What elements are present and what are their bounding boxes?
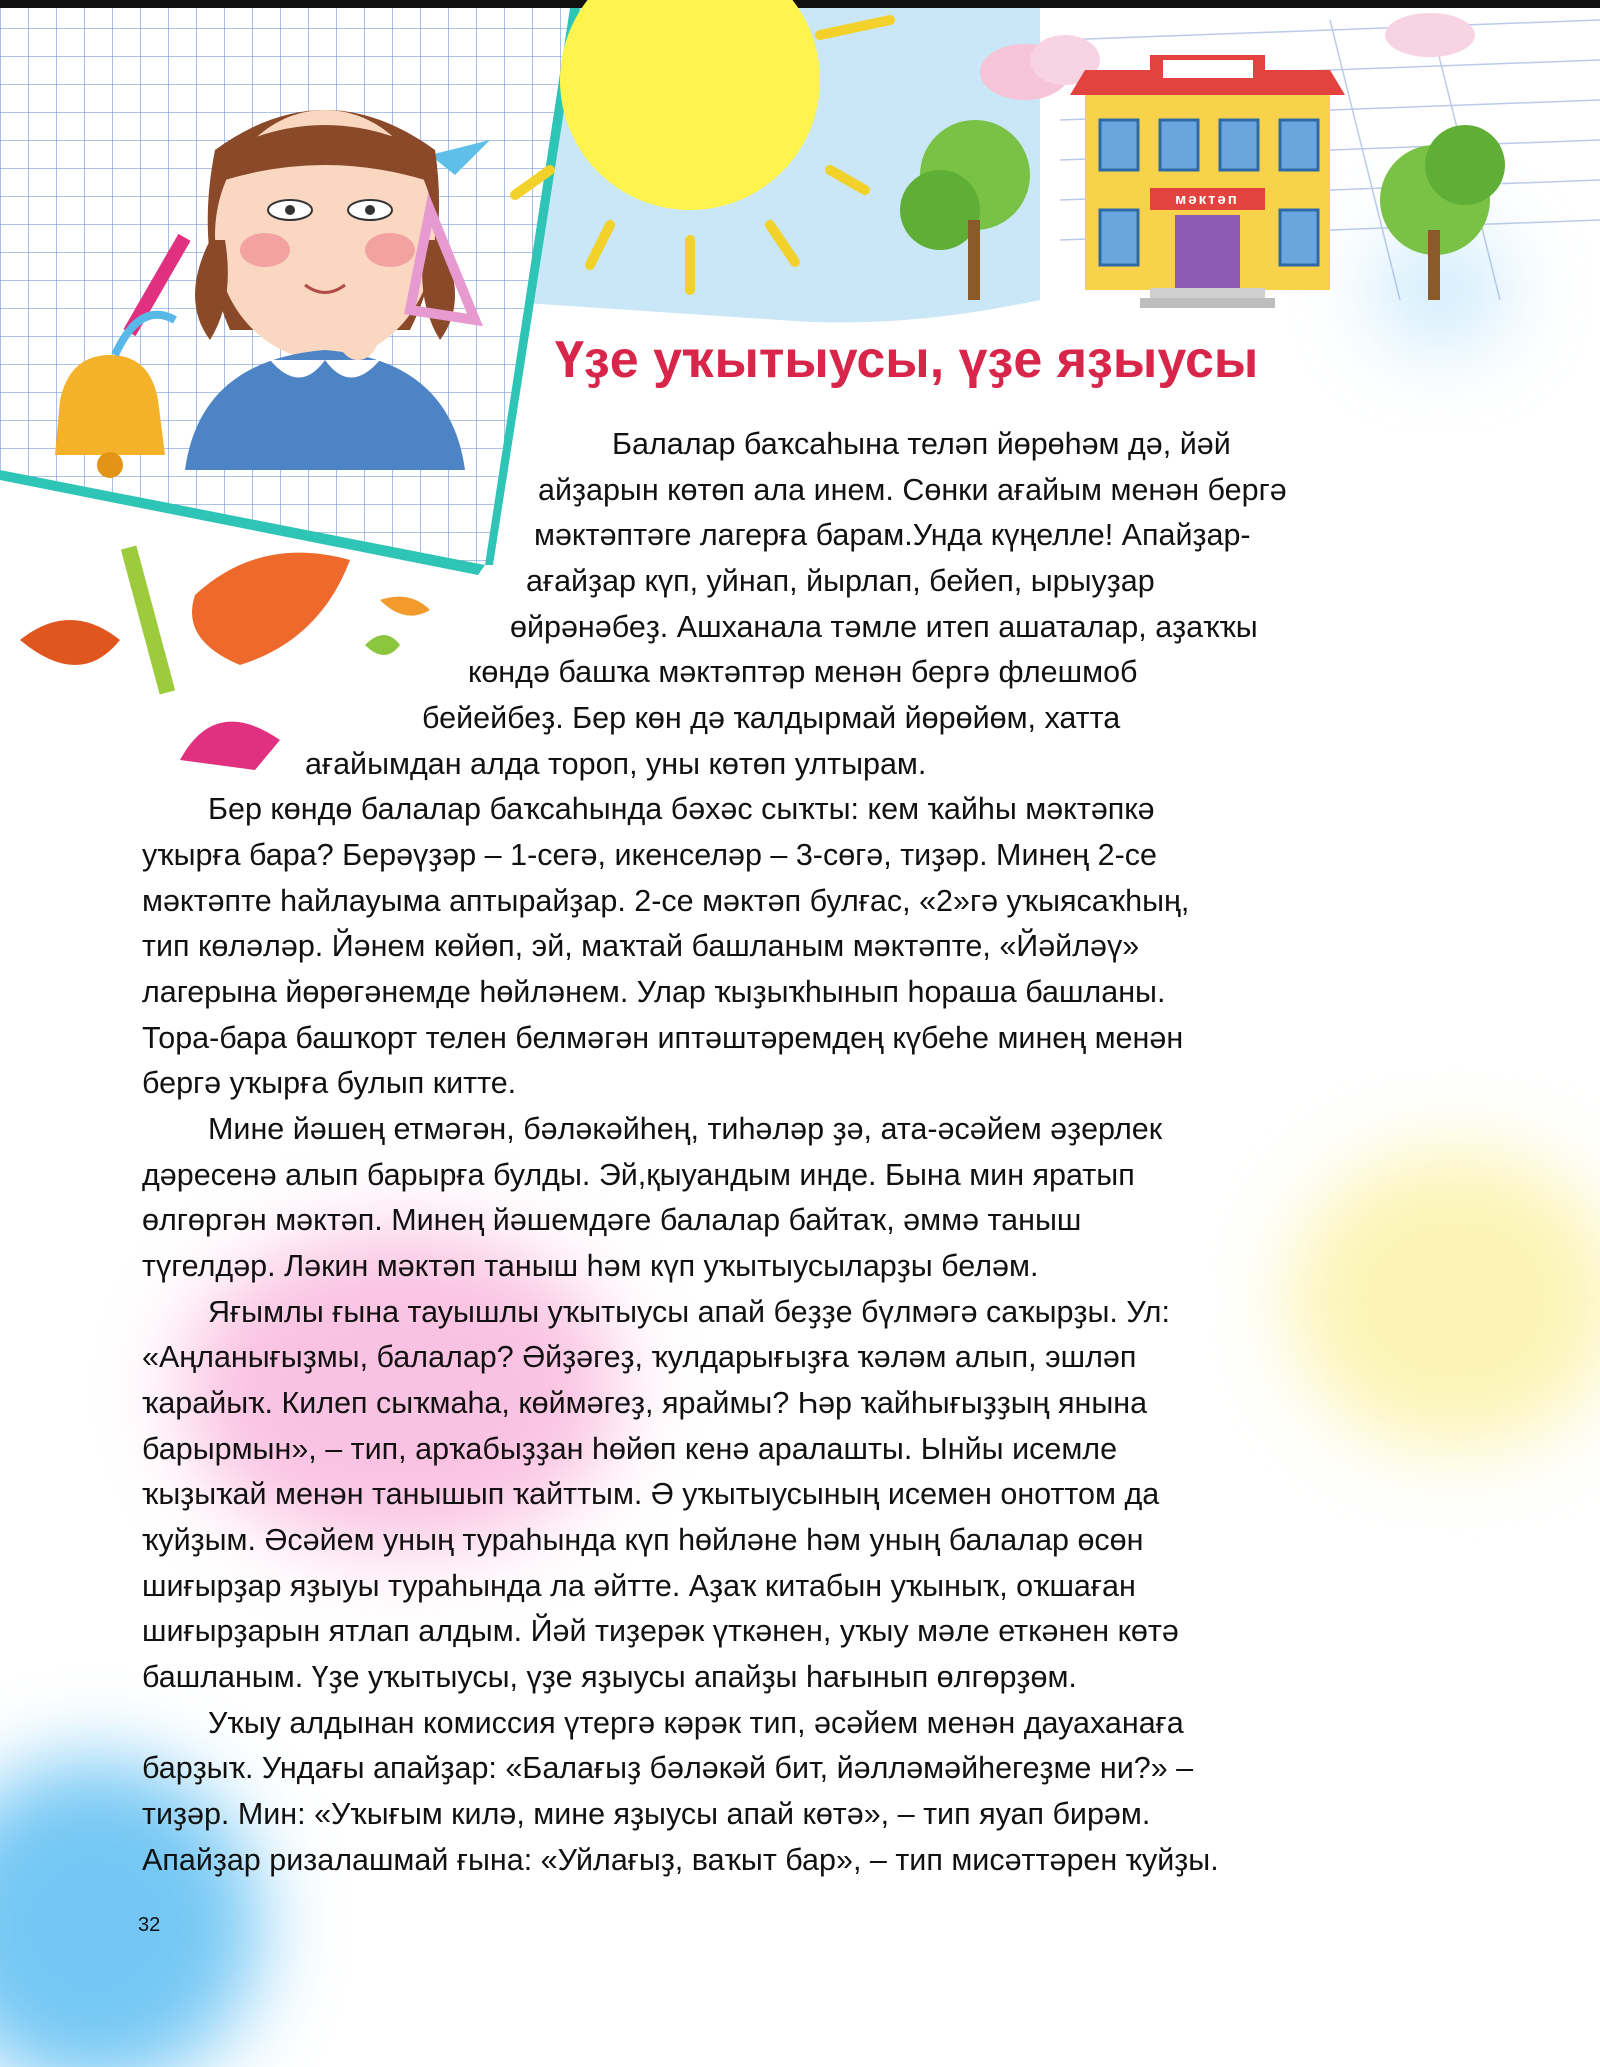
text-line: ҡуйҙым. Әсәйем уның тураһында күп һөйләне һәм уның балалар өсөн — [142, 1523, 1144, 1557]
text-line: ағайҙар күп, уйнап, йырлап, бейеп, ырыуҙар — [526, 564, 1155, 598]
text-line: Апайҙар ризалашмай ғына: «Уйлағыҙ, ваҡыт бар», – тип мисәттәрен ҡуйҙы. — [142, 1843, 1219, 1877]
text-line: уҡырға бара? Берәүҙәр – 1-сегә, икенселәр – 3-сөгә, тиҙәр. Минең 2-се — [142, 838, 1157, 872]
text-line: түгелдәр. Ләкин мәктәп таныш һәм күп уҡытыусыларҙы беләм. — [142, 1249, 1039, 1283]
girl-illustration — [185, 110, 465, 470]
text-line: мәктәпте һайлауыма аптырайҙар. 2-се мәктәп булғас, «2»гә уҡыясаҡһың, — [142, 884, 1190, 918]
yellow-blob — [1290, 1150, 1600, 1450]
text-line: ҡарайыҡ. Килеп сыҡмаһа, көймәгеҙ, яраймы? Һәр ҡайһығыҙҙың янына — [142, 1386, 1148, 1420]
text-line: дәресенә алып барырға булды. Эй,қыуандым инде. Бына мин яратып — [142, 1158, 1135, 1192]
leaf-icon — [20, 553, 430, 665]
school-building — [1070, 55, 1345, 308]
text-line: Уҡыу алдынан комиссия үтергә кәрәк тип, әсәйем менән дауаханаға — [208, 1706, 1184, 1740]
text-line: лагерына йөрөгәнемде һөйләнем. Улар ҡыҙыҡһынып һораша башланы. — [142, 975, 1166, 1009]
text-line: Балалар баҡсаһына теләп йөрөһәм дә, йәй — [612, 427, 1231, 461]
page-number: 32 — [138, 1914, 161, 1936]
text-line: көндә башҡа мәктәптәр менән бергә флешмоб — [468, 655, 1138, 689]
text-line: өлгөргән мәктәп. Минең йәшемдәге балалар байтаҡ, әммә таныш — [142, 1203, 1082, 1237]
text-line: өйрәнәбеҙ. Ашханала тәмле итеп ашаталар, аҙаҡҡы — [510, 610, 1258, 644]
text-line: Тора-бара башҡорт телен белмәгән иптәштәремдең күбеһе минең менән — [142, 1021, 1184, 1055]
school-sign: мәктәп — [1175, 191, 1239, 208]
text-line: ҡыҙыҡай менән танышып ҡайттым. Ә уҡытыусының исемен оноттом да — [142, 1477, 1160, 1511]
text-line: башланым. Үҙе уҡытыусы, үҙе яҙыусы апайҙы һағынып өлгөрҙөм. — [142, 1660, 1077, 1694]
text-line: ағайымдан алда тороп, уны көтөп ултырам. — [305, 747, 927, 781]
text-line: бергә уҡырға булып китте. — [142, 1066, 517, 1100]
story-title: Үҙе уҡытыусы, үҙе яҙыусы — [555, 331, 1259, 389]
text-line: барырмын», – тип, арҡабыҙҙан һөйөп кенә аралашты. Ынйы исемле — [142, 1432, 1118, 1466]
text-line: барҙыҡ. Ундағы апайҙар: «Балағыҙ бәләкәй бит, йәлләмәйһегеҙме ни?» – — [142, 1751, 1194, 1785]
text-line: шиғырҙар яҙыуы тураһында ла әйтте. Аҙаҡ китабын уҡыныҡ, оҡшаған — [142, 1569, 1136, 1603]
text-line: шиғырҙарын ятлап алдым. Йәй тиҙерәк үткәнен, уҡыу мәле еткәнен көтә — [142, 1614, 1179, 1648]
text-line: айҙарын көтөп ала инем. Сөнки ағайым менән бергә — [538, 473, 1287, 507]
text-line: тиҙәр. Мин: «Уҡығым килә, мине яҙыусы апай көтә», – тип яуап бирәм. — [142, 1797, 1151, 1831]
text-line: Бер көндө балалар баҡсаһында бәхәс сыҡты: кем ҡайһы мәктәпкә — [208, 792, 1155, 826]
text-line: тип көләләр. Йәнем көйөп, эй, маҡтай башланым мәктәпте, «Йәйләү» — [142, 929, 1140, 963]
text-line: Мине йәшең етмәгән, бәләкәйһең, тиһәләр ҙә, ата-әсәйем әҙерлек — [208, 1112, 1163, 1146]
text-line: Яғымлы ғына тауышлы уҡытыусы апай беҙҙе бүлмәгә саҡырҙы. Ул: — [208, 1295, 1170, 1329]
text-line: бейейбеҙ. Бер көн дә ҡалдырмай йөрөйөм, хатта — [422, 701, 1121, 735]
text-line: мәктәптәге лагерға барам.Унда күңелле! Апайҙар- — [534, 518, 1251, 552]
text-line: «Аңланығыҙмы, балалар? Әйҙәгеҙ, ҡулдарығыҙға ҡәләм алып, эшләп — [142, 1340, 1137, 1374]
